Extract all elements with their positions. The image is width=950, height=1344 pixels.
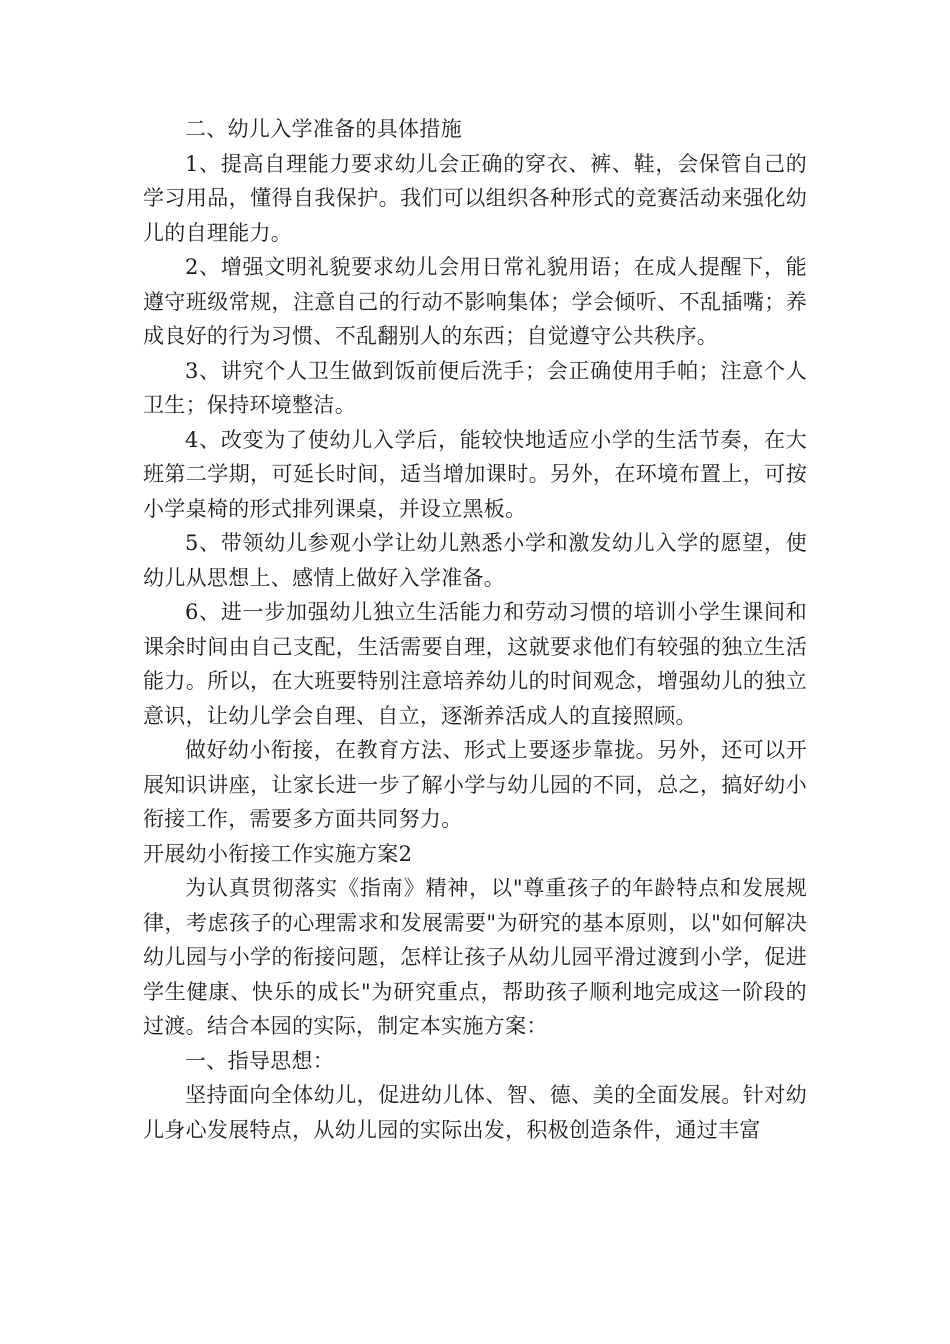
paragraph-schedule-change: 4、改变为了使幼儿入学后，能较快地适应小学的生活节奏，在大班第二学期，可延长时间，适当增加课时。另外，在环境布置上，可按小学桌椅的形式排列课桌，并设立黑板。 — [143, 427, 807, 521]
paragraph-self-care: 1、提高自理能力要求幼儿会正确的穿衣、裤、鞋，会保管自己的学习用品，懂得自我保护。我们可以组织各种形式的竞赛活动来强化幼儿的自理能力。 — [143, 151, 807, 245]
section-heading-entry-measures: 二、幼儿入学准备的具体措施 — [185, 117, 462, 141]
section-heading-guiding-thought: 一、指导思想： — [185, 1048, 335, 1073]
paragraph-school-visit: 5、带领幼儿参观小学让幼儿熟悉小学和激发幼儿入学的愿望，使幼儿从思想上、感情上做好入学准备。 — [143, 531, 807, 590]
document-page — [143, 112, 807, 1147]
document-section-title: 开展幼小衔接工作实施方案2 — [143, 841, 413, 866]
paragraph-guiding-thought: 坚持面向全体幼儿，促进幼儿体、智、德、美的全面发展。针对幼儿身心发展特点，从幼儿园的实际出发，积极创造条件，通过丰富 — [143, 1083, 807, 1142]
paragraph-intro: 为认真贯彻落实《指南》精神，以"尊重孩子的年龄特点和发展规律，考虑孩子的心理需求和发展需要"为研究的基本原则，以"如何解决幼儿园与小学的衔接问题，怎样让孩子从幼儿园平滑过渡到小学，促进学生健康、快乐的成长"为研究重点，帮助孩子顺利地完成这一阶段的过渡。结合本园的实际，制定本实施方案： — [143, 876, 807, 1038]
paragraph-independence: 6、进一步加强幼儿独立生活能力和劳动习惯的培训小学生课间和课余时间由自己支配，生活需要自理，这就要求他们有较强的独立生活能力。所以，在大班要特别注意培养幼儿的时间观念，增强幼儿的独立意识，让幼儿学会自理、自立，逐渐养活成人的直接照顾。 — [143, 600, 807, 728]
paragraph-summary: 做好幼小衔接，在教育方法、形式上要逐步靠拢。另外，还可以开展知识讲座，让家长进一步了解小学与幼儿园的不同，总之，搞好幼小衔接工作，需要多方面共同努力。 — [143, 738, 807, 831]
paragraph-courtesy: 2、增强文明礼貌要求幼儿会用日常礼貌用语；在成人提醒下，能遵守班级常规，注意自己的行动不影响集体；学会倾听、不乱插嘴；养成良好的行为习惯、不乱翻别人的东西；自觉遵守公共秩序。 — [143, 255, 807, 348]
paragraph-hygiene: 3、讲究个人卫生做到饭前便后洗手；会正确使用手帕；注意个人卫生；保持环境整洁。 — [143, 358, 807, 417]
